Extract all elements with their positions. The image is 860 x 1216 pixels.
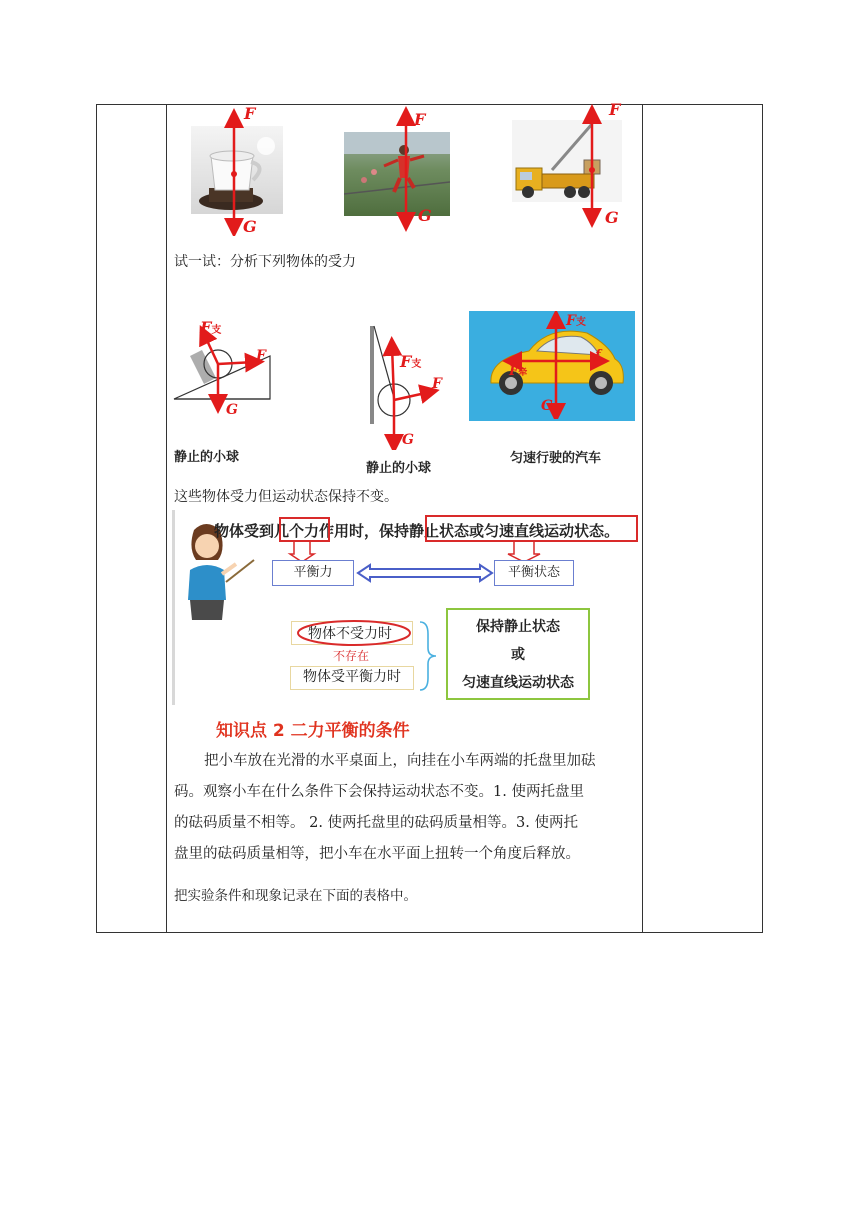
highlight-several-forces [279, 517, 330, 542]
paragraph-line: 码。观察小车在什么条件下会保持运动状态不变。1. 使两托盘里 [174, 784, 584, 800]
balance-force-box: 平衡力 [272, 560, 354, 586]
not-exist-text: 不存在 [333, 649, 370, 663]
slide-left-border [172, 510, 175, 705]
knowledge-heading: 知识点 2 二力平衡的条件 [216, 721, 410, 741]
force-label-f-friction: f [595, 348, 601, 363]
force-label-f: F [256, 348, 266, 364]
result-line-2: 或 [511, 647, 525, 663]
experiment-paragraph [174, 746, 596, 870]
paragraph-line: 的砝码质量不相等。 2. 使两托盘里的砝码质量相等。3. 使两托 [174, 815, 578, 831]
force-label-g: G [605, 208, 619, 227]
force-label-g: G [418, 206, 432, 225]
balanced-force-box: 物体受平衡力时 [290, 666, 414, 690]
force-label-g: G [402, 432, 414, 448]
caption-ball-wall: 静止的小球 [366, 461, 432, 476]
force-label-g: G [243, 217, 257, 236]
force-label-f-support: F支 [200, 318, 222, 337]
column-divider [166, 105, 167, 932]
force-label-g: G [541, 398, 553, 414]
double-arrow [356, 562, 494, 584]
try-prompt: 试一试：分析下列物体的受力 [174, 254, 356, 270]
pointer-stick [224, 556, 256, 586]
highlight-state [425, 515, 638, 542]
statement-text: 这些物体受力但运动状态保持不变。 [174, 489, 398, 505]
paragraph-last-line: 把实验条件和现象记录在下面的表格中。 [174, 888, 417, 904]
slide-sentence: 物体受到几个力作用时，保持静止状态或匀速直线运动状态。 [214, 522, 620, 540]
teacup-force-diagram [210, 104, 270, 236]
result-line-3: 匀速直线运动状态 [462, 675, 574, 691]
force-label-f: F [609, 100, 621, 119]
no-force-text: 物体不受力时 [308, 626, 392, 642]
balance-state-box: 平衡状态 [494, 560, 574, 586]
force-label-f-support: F支 [566, 313, 586, 329]
ball-incline-diagram [170, 316, 280, 416]
result-line-1: 保持静止状态 [476, 619, 560, 635]
force-label-f: F [244, 104, 256, 123]
force-label-f-support: F支 [400, 352, 422, 371]
paragraph-line: 把小车放在光滑的水平桌面上，向挂在小车两端的托盘里加砝 [204, 753, 596, 769]
result-box [446, 608, 590, 700]
paragraph-line: 盘里的砝码质量相等，把小车在水平面上扭转一个角度后释放。 [174, 846, 580, 862]
curly-brace [416, 620, 438, 692]
force-label-f: F [432, 376, 442, 392]
force-label-f-traction: F牵 [509, 364, 528, 379]
caption-ball-incline: 静止的小球 [174, 450, 240, 465]
force-label-f: F [414, 110, 426, 129]
force-label-g: G [226, 402, 238, 418]
caption-car: 匀速行驶的汽车 [510, 451, 602, 466]
column-divider [642, 105, 643, 932]
